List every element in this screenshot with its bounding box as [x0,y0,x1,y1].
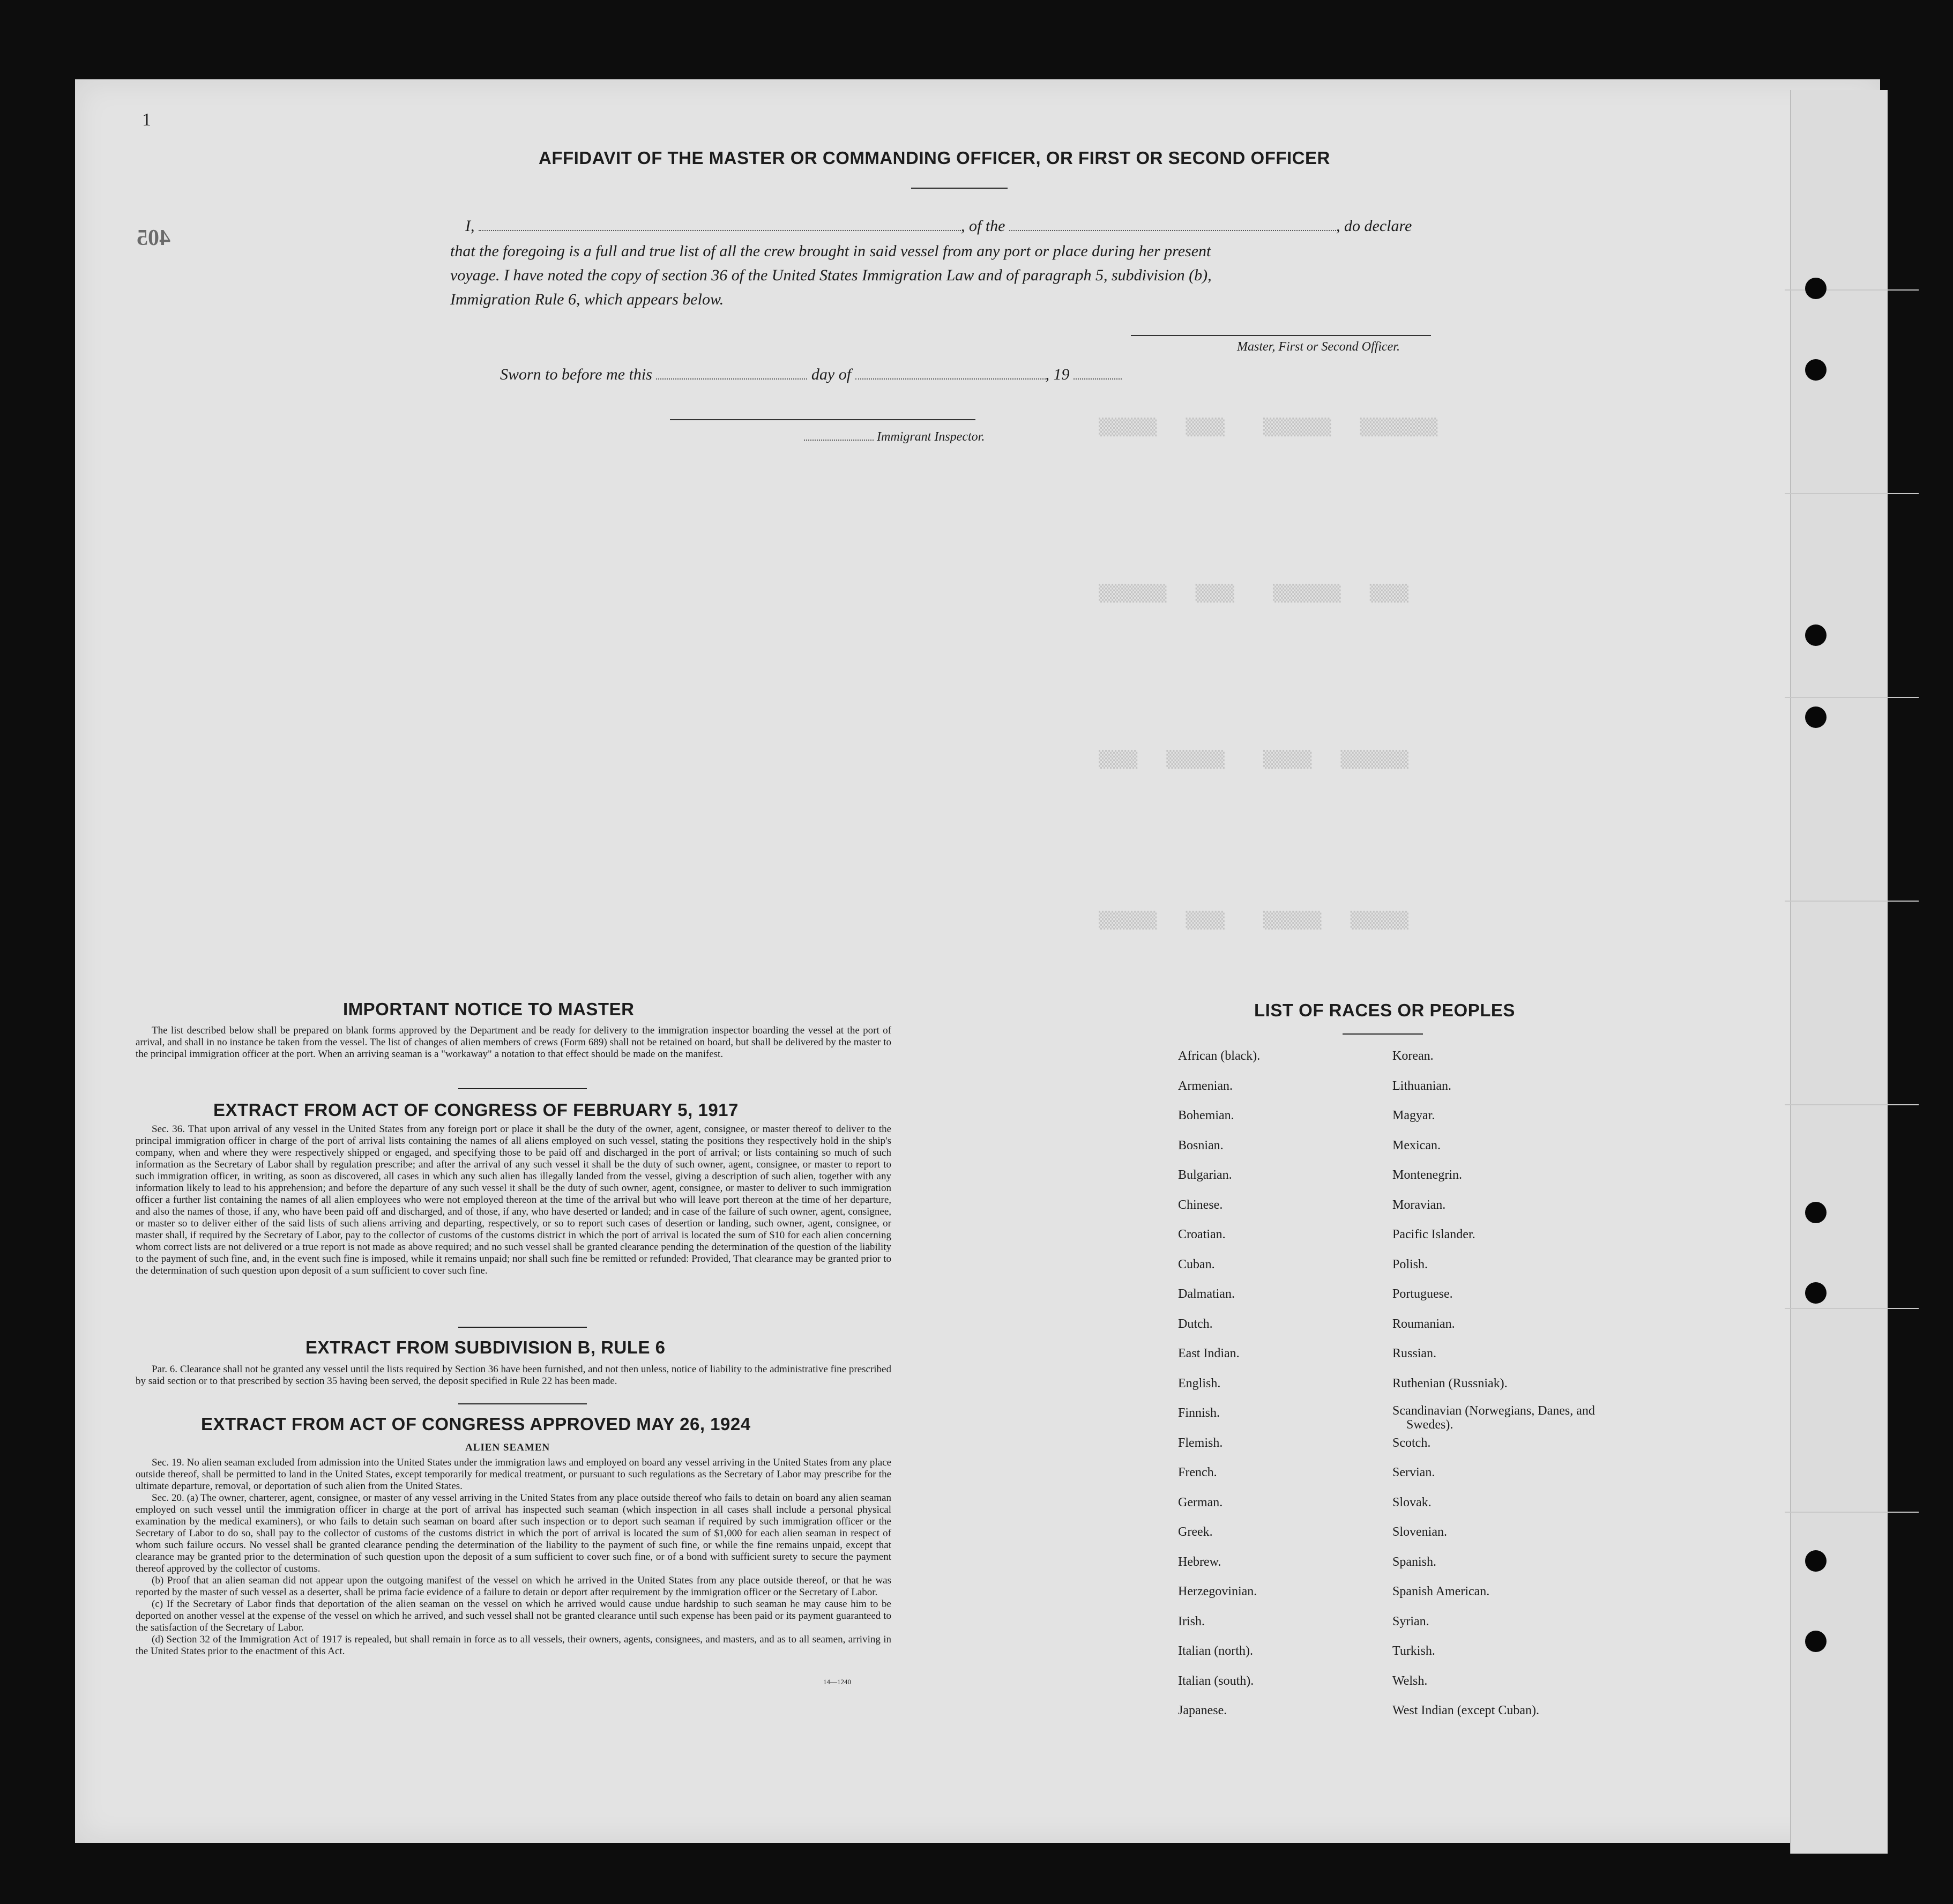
day-of-text: day of [811,366,852,383]
alien-seamen-subtitle: ALIEN SEAMEN [465,1442,550,1453]
ruled-line [1785,1512,1919,1513]
race-item: Bulgarian. [1178,1168,1232,1182]
bleed-through-texture: ▒▒▒▒ ▒▒▒▒▒▒ ▒▒▒▒▒ ▒▒▒▒▒▒▒ [1099,750,1408,769]
race-item: Slovak. [1392,1495,1432,1509]
title-rule [911,188,1008,189]
race-item: Polish. [1392,1257,1428,1271]
sworn-day-field[interactable] [656,376,807,380]
section-rule [458,1088,587,1089]
binder-hole [1805,706,1827,728]
bleed-through-texture: ▒▒▒▒▒▒ ▒▒▒▒ ▒▒▒▒▒▒ ▒▒▒▒▒▒ [1099,911,1408,930]
act-1924-title: EXTRACT FROM ACT OF CONGRESS APPROVED MAY 26, 1924 [201,1414,751,1434]
inspector-dots [804,437,874,441]
act-1924-sec-20d: (d) Section 32 of the Immigration Act of 1917 is repealed, but shall remain in force as to all vessels, their owners, agents, consignees, and masters, and as to all seamen, arriving in the United States prior to the enactment of this Act. [136,1634,891,1657]
race-item: Welsh. [1392,1674,1428,1688]
bleed-through-texture: ▒▒▒▒▒▒ ▒▒▒▒ ▒▒▒▒▒▒▒ ▒▒▒▒▒▒▒▒ [1099,418,1438,437]
inspector-line [804,430,985,444]
race-item: Cuban. [1178,1257,1215,1271]
race-item: Korean. [1392,1049,1434,1063]
races-column-1 [1178,1042,1260,1726]
race-item: Portuguese. [1392,1287,1453,1301]
ruled-line [1785,1104,1919,1105]
race-item: Roumanian. [1392,1317,1455,1331]
rule-6-body: Par. 6. Clearance shall not be granted any vessel until the lists required by Section 36 have been furnished, and not then unless, notice of liability to the administrative fine prescribed by said section or to that prescribed by section 35 having been served, the deposit specified in Rule 22 has been made. [136,1364,891,1387]
binder-hole [1805,1282,1827,1304]
race-item: African (black). [1178,1049,1261,1063]
act-1924-sec-20a: Sec. 20. (a) The owner, charterer, agent, consignee, or master of any vessel arriving in the United States from any place outside thereof who fails to detain on board any alien seaman employed on such vessel until the immigration officer in charge at the port of arrival has inspected such seaman (which inspection in all cases shall include a personal physical examination by the medical examiners), or who fails to detain such seaman on board after such inspection or to deport such seaman if required by such immigration officer or the Secretary of Labor to do so, shall pay to the collector of customs of the customs district in which the port of arrival is located the sum of $1,000 for each alien seaman in respect of whom such failure occurs. No vessel shall be granted clearance pending the determination of the liability to the payment of such fine, or while the fine remains unpaid, except that clearance may be granted prior to the determination of such question upon the deposit of a sum sufficient to cover such fine, or of a bond with sufficient surety to secure the payment thereof approved by the collector of customs. [136,1492,891,1574]
affidavit-do-declare: , do declare [1336,217,1412,235]
binder-hole [1805,624,1827,646]
race-item: Syrian. [1392,1614,1429,1628]
race-item: Scotch. [1392,1436,1431,1450]
race-item: Dutch. [1178,1317,1213,1331]
race-item: Pacific Islander. [1392,1228,1475,1241]
race-item: West Indian (except Cuban). [1392,1704,1539,1717]
race-item: Turkish. [1392,1644,1435,1658]
binder-hole [1805,1631,1827,1652]
affidavit-title: AFFIDAVIT OF THE MASTER OR COMMANDING OFFICER, OR FIRST OR SECOND OFFICER [539,148,1330,168]
race-item: East Indian. [1178,1347,1240,1360]
race-item: Irish. [1178,1614,1205,1628]
ruled-line [1785,697,1919,698]
year-text: , 19 [1045,366,1070,383]
race-item: Finnish. [1178,1406,1220,1420]
inspector-signature-field[interactable] [670,419,975,420]
affidavit-of-the: , of the [961,217,1005,235]
ruled-line [1785,901,1919,902]
ruled-line [1785,1308,1919,1309]
master-signature-field[interactable] [1131,335,1431,336]
race-item: Servian. [1392,1466,1435,1479]
race-item: Spanish American. [1392,1585,1490,1598]
binder-hole [1805,359,1827,381]
act-1917-body: Sec. 36. That upon arrival of any vessel in the United States from any foreign port or place it shall be the duty of the owner, agent, consignee, or master thereof to deliver to the principal immigration officer in charge of the port of arrival lists containing the names of all aliens employed on such vessel, stating the positions they respectively hold in the ship's company, when and where they were respectively shipped or engaged, and specifying those to be paid off and discharged in the port of arrival; or lists containing so much of such information as the Secretary of Labor shall by regulation prescribe; and after the arrival of any such vessel it shall be the duty of such owner, agent, consignee, or master to report to such immigration officer, in writing, as soon as discovered, all cases in which any such alien has illegally landed from the vessel, giving a description of such alien, together with any information likely to lead to his apprehension; and before the departure of any such vessel it shall be the duty of such owner, agent, consignee, or master to deliver to such immigration officer a further list containing the names of all alien employees who were not employed thereon at the time of the arrival but who will leave port thereon at the time of her departure, and also the names of those, if any, who have been paid off and discharged, and of those, if any, who have deserted or landed; and in case of the failure of such owner, agent, consignee, or master so to deliver either of the said lists of such aliens arriving and departing, respectively, or so to report such cases of desertion or landing, such owner, agent, consignee, or master shall, if required by the Secretary of Labor, pay to the collector of customs of the customs district in which the port of arrival is located the sum of $10 for each alien concerning whom correct lists are not delivered or a true report is not made as above required; and no such vessel shall be granted clearance pending the determination of the question of the liability to the payment of such fine, and, in the event such fine is imposed, while it remains unpaid; nor shall such fine be remitted or refunded: Provided, That clearance may be granted prior to the determination of such question upon deposit of a sum sufficient to cover such fine. [136,1124,891,1276]
affidavit-i: I, [465,217,475,235]
affidavit-line-4: Immigration Rule 6, which appears below. [450,291,724,308]
act-1917-title: EXTRACT FROM ACT OF CONGRESS OF FEBRUARY 5, 1917 [213,1100,739,1120]
race-item: French. [1178,1466,1217,1479]
inspector-label: Immigrant Inspector. [877,430,985,444]
signer-label: Master, First or Second Officer. [1237,340,1400,354]
race-item: Herzegovinian. [1178,1585,1257,1598]
race-item: Slovenian. [1392,1525,1447,1539]
race-item: Moravian. [1392,1198,1446,1212]
race-item: Magyar. [1392,1109,1435,1122]
page-number-mark: 1 [142,110,151,130]
race-item: Russian. [1392,1347,1437,1360]
ruled-line [1785,493,1919,494]
affidavit-line-3: voyage. I have noted the copy of section 36 of the United States Immigration Law and of paragraph 5, subdivision (b), [450,266,1212,284]
binder-hole [1805,1550,1827,1572]
stamp-number: 405 [137,226,170,250]
act-1924-body [136,1457,891,1657]
affidavit-line-1 [465,217,1412,235]
sworn-line [500,366,1122,384]
rule-6-title: EXTRACT FROM SUBDIVISION B, RULE 6 [305,1337,666,1357]
race-item: Bosnian. [1178,1138,1224,1152]
master-name-field[interactable] [479,228,961,231]
races-title: LIST OF RACES OR PEOPLES [1254,1000,1515,1020]
act-1924-sec-19: Sec. 19. No alien seaman excluded from admission into the United States under the immigration laws and employed on board any vessel arriving in the United States from any place outside thereof, shall be permitted to land in the United States, except temporarily for medical treatment, or pursuant to such regulations as the Secretary of Labor may prescribe for the ultimate departure, removal, or deportation of such alien from the United States. [136,1457,891,1492]
form-number: 14—1240 [823,1678,851,1686]
race-item: Armenian. [1178,1079,1233,1093]
act-1924-sec-20c: (c) If the Secretary of Labor finds that deportation of the alien seaman on the vessel on which he arrived would cause undue hardship to such seaman he may cause him to be deported on another vessel at the expense of the vessel on which he arrived, and such vessel shall not be granted clearance until such expense has been paid or its payment guaranteed to the satisfaction of the Secretary of Labor. [136,1598,891,1633]
race-item: Ruthenian (Russniak). [1392,1376,1508,1390]
sworn-text: Sworn to before me this [500,366,652,383]
binder-hole [1805,278,1827,299]
race-item: Scandinavian (Norwegians, Danes, and Swedes). [1392,1404,1595,1432]
race-item: Lithuanian. [1392,1079,1451,1093]
bleed-through-texture: ▒▒▒▒▒▒▒ ▒▒▒▒ ▒▒▒▒▒▒▒ ▒▒▒▒ [1099,584,1408,603]
page-edge [1790,90,1888,1854]
race-item: Italian (south). [1178,1674,1254,1688]
race-item: Dalmatian. [1178,1287,1235,1301]
binder-hole [1805,1202,1827,1223]
race-item: Flemish. [1178,1436,1223,1450]
race-item: Italian (north). [1178,1644,1253,1658]
race-item: Montenegrin. [1392,1168,1462,1182]
races-column-2 [1392,1042,1596,1726]
race-item: English. [1178,1376,1221,1390]
race-item: German. [1178,1495,1223,1509]
sworn-year-field[interactable] [1074,376,1122,380]
act-1924-sec-20b: (b) Proof that an alien seaman did not appear upon the outgoing manifest of the vessel on which he arrived in the United States from any place outside thereof, or that he was reported by the master of such vessel as a deserter, shall be prima facie evidence of a failure to detain or deport after requirement by the immigration officer or the Secretary of Labor. [136,1575,891,1598]
race-item: Spanish. [1392,1555,1437,1569]
section-rule [458,1327,587,1328]
sworn-month-field[interactable] [855,376,1046,380]
notice-title: IMPORTANT NOTICE TO MASTER [343,999,635,1019]
race-item: Croatian. [1178,1228,1226,1241]
race-item: Greek. [1178,1525,1213,1539]
vessel-name-field[interactable] [1009,228,1336,231]
section-rule [458,1403,587,1404]
notice-body: The list described below shall be prepared on blank forms approved by the Department and be ready for delivery to the immigration inspector boarding the vessel at the port of arrival, and shall in no instance be taken from the vessel. The list of changes of alien members of crews (Form 689) shall not be retained on board, but shall be delivered by the master to the principal immigration officer at the port. When an arriving seaman is a "workaway" a notation to that effect should be made on the manifest. [136,1025,891,1060]
race-item: Chinese. [1178,1198,1223,1212]
race-item: Hebrew. [1178,1555,1221,1569]
races-rule [1343,1033,1423,1035]
race-item: Bohemian. [1178,1109,1234,1122]
affidavit-line-2: that the foregoing is a full and true list of all the crew brought in said vessel from any port or place during her present [450,242,1211,260]
race-item: Japanese. [1178,1704,1227,1717]
race-item: Mexican. [1392,1138,1441,1152]
